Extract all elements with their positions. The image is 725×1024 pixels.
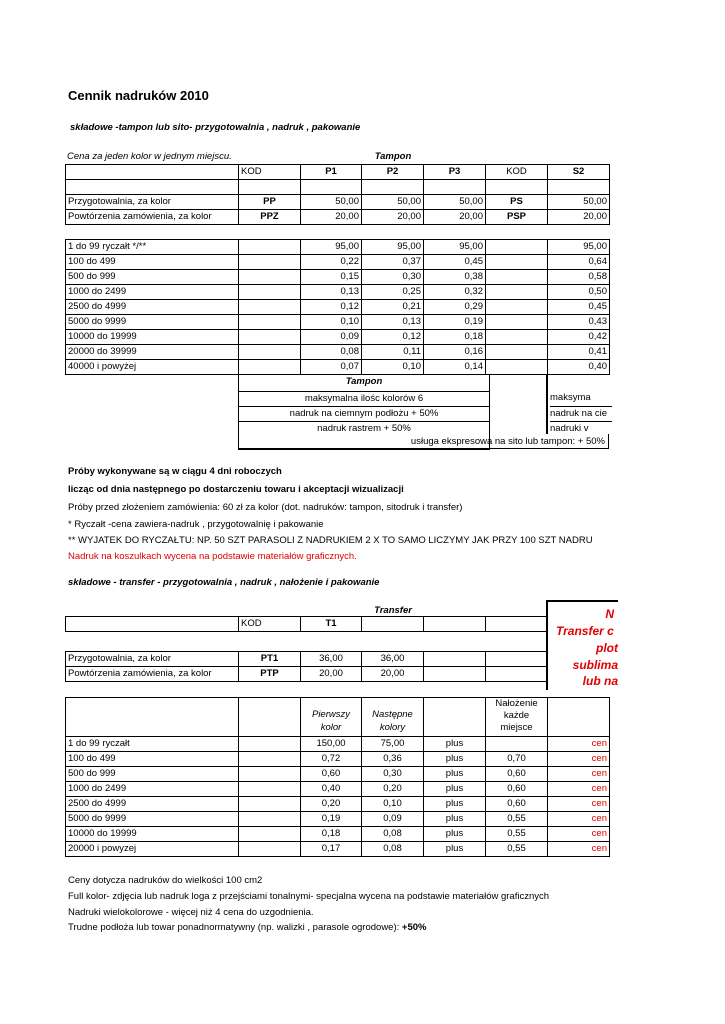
note-line: Ceny dotycza nadruków do wielkości 100 cm2 [68,875,263,886]
header-p3: P3 [424,165,486,180]
table-cell [486,360,548,375]
row-kod2: PS [486,195,548,210]
page-title: Cennik nadruków 2010 [68,88,209,103]
row-p1: 20,00 [301,210,362,225]
table-cell [486,737,548,752]
table-row [66,330,610,345]
table-cell: 0,15 [301,270,362,285]
table-cell: plus [424,842,486,857]
table-cell: 0,58 [548,270,610,285]
note-line: Nadruk na koszulkach wycena na podstawie materiałów graficznych. [68,551,357,562]
table-cell: cen [548,737,610,752]
table-cell: cen [548,797,610,812]
table-cell: 0,43 [548,315,610,330]
row-v2: 36,00 [362,652,424,667]
table-row [66,360,610,375]
row-kod2: PSP [486,210,548,225]
section1-caption: Cena za jeden kolor w jednym miejscu. [67,151,232,162]
table-cell: 0,18 [424,330,486,345]
table-cell [239,752,301,767]
row-label: Przygotowalnia, za kolor [66,195,239,210]
table-cell [486,315,548,330]
table-cell: 0,45 [548,300,610,315]
tampon-footer-line: nadruk na ciemnym podłożu + 50% [239,406,489,421]
side-box-line: N [605,607,614,621]
row-v2: 20,00 [362,667,424,682]
table-cell [239,782,301,797]
table-cell [486,345,548,360]
col-header-apply: Nałożenie każde miejsce [486,698,548,737]
table-row [66,255,610,270]
table-cell [486,255,548,270]
s2-footer-line: maksyma [550,392,591,403]
table-cell: 500 do 999 [66,270,239,285]
table-cell [239,255,301,270]
table-cell: 100 do 499 [66,255,239,270]
note-line: * Ryczałt -cena zawiera-nadruk , przygotowalnię i pakowanie [68,519,324,530]
row-p2: 20,00 [362,210,424,225]
table-row [66,345,610,360]
header-s2: S2 [548,165,610,180]
table-cell: 0,42 [548,330,610,345]
table-cell: 0,13 [301,285,362,300]
table-cell: 0,12 [301,300,362,315]
row-p2: 50,00 [362,195,424,210]
table-cell: 0,16 [424,345,486,360]
table-cell: 0,13 [362,315,424,330]
table-row [66,270,610,285]
table-cell: plus [424,812,486,827]
table-row [66,652,548,667]
table-cell: 0,11 [362,345,424,360]
table-cell: cen [548,767,610,782]
row-kod: PPZ [239,210,301,225]
table-row [66,812,610,827]
table-row [66,180,610,195]
table-cell: 1000 do 2499 [66,782,239,797]
table-cell: 10000 do 19999 [66,827,239,842]
table-cell: 95,00 [301,240,362,255]
table-cell: cen [548,752,610,767]
table-cell [239,842,301,857]
note-line: Próby przed złożeniem zamówienia: 60 zł za kolor (dot. nadruków: tampon, sitodruk i transfer) [68,502,463,513]
table-cell: plus [424,827,486,842]
table-cell: 0,55 [486,812,548,827]
table-cell [239,285,301,300]
table-cell: 40000 i powyżej [66,360,239,375]
table-cell: cen [548,827,610,842]
table-row [66,210,610,225]
table-cell: 0,60 [486,782,548,797]
table-cell: 0,38 [424,270,486,285]
table-cell [239,300,301,315]
table-cell: 95,00 [424,240,486,255]
table-cell: cen [548,782,610,797]
table-cell: 0,50 [548,285,610,300]
row-v1: 36,00 [301,652,362,667]
table-cell: 0,10 [301,315,362,330]
section2-subtitle: składowe - transfer - przygotowalnia , nadruk , nałożenie i pakowanie [68,577,380,588]
table-cell: 0,60 [486,797,548,812]
table-cell: 0,19 [301,812,362,827]
express-note: usługa ekspresowa na sito lub tampon: + 50% [238,434,609,449]
table-cell: 100 do 499 [66,752,239,767]
table-cell: 0,40 [301,782,362,797]
table-row [66,667,548,682]
table-cell [239,737,301,752]
table-cell [239,240,301,255]
row-kod: PTP [239,667,301,682]
table-cell: 0,18 [301,827,362,842]
table-row [66,782,610,797]
table-cell [486,240,548,255]
row-kod: PP [239,195,301,210]
table-cell: 0,21 [362,300,424,315]
table-cell: 0,10 [362,360,424,375]
table-cell: 0,07 [301,360,362,375]
table-row [66,698,610,737]
table-cell: 0,08 [362,827,424,842]
tampon-footer-line: nadruk rastrem + 50% [239,421,489,436]
row-s2: 50,00 [548,195,610,210]
table-cell: plus [424,782,486,797]
table-cell: 0,40 [548,360,610,375]
row-v1: 20,00 [301,667,362,682]
table-cell: 0,25 [362,285,424,300]
section1-subtitle: składowe -tampon lub sito- przygotowalnia , nadruk , pakowanie [70,122,361,133]
table-cell: 0,60 [486,767,548,782]
table-cell: cen [548,812,610,827]
section2-price-table [65,697,610,857]
table-cell: 20000 i powyzej [66,842,239,857]
table-cell: 0,72 [301,752,362,767]
table-row [66,300,610,315]
table-cell [486,270,548,285]
table-cell: 0,17 [301,842,362,857]
table-cell: 500 do 999 [66,767,239,782]
section1-price-table [65,239,610,375]
table-cell: 0,64 [548,255,610,270]
section2-group-label: Transfer [374,605,412,616]
table-cell: 0,30 [362,767,424,782]
note-line: licząc od dnia następnego po dostarczeniu towaru i akceptacji wizualizacji [68,484,404,495]
table-cell [239,315,301,330]
table-row [66,240,610,255]
tampon-footer-label: Tampon [345,376,383,387]
col-header-first: Pierwszy kolor [301,698,362,737]
section1-group-label: Tampon [374,151,412,162]
section1-table-area [65,164,611,454]
header-kod: KOD [239,165,301,180]
table-cell [239,827,301,842]
side-box-line: lub na [582,674,618,688]
table-cell: 0,08 [362,842,424,857]
header-t1: T1 [301,617,362,632]
table-cell [239,360,301,375]
header-p1: P1 [301,165,362,180]
table-cell: 0,36 [362,752,424,767]
table-cell: 0,09 [362,812,424,827]
table-cell: plus [424,752,486,767]
table-cell [239,767,301,782]
table-cell [239,270,301,285]
table-cell: 0,41 [548,345,610,360]
table-cell: 1 do 99 ryczałt */** [66,240,239,255]
table-cell: 0,55 [486,827,548,842]
table-cell: 0,45 [424,255,486,270]
table-row [66,842,610,857]
table-cell: plus [424,737,486,752]
table-cell: 5000 do 9999 [66,812,239,827]
header-p2: P2 [362,165,424,180]
table-cell [486,300,548,315]
tampon-footer-line: maksymalna ilośc kolorów 6 [239,391,489,406]
side-box-line: plot [596,641,618,655]
table-cell: 0,55 [486,842,548,857]
s2-footer-line: nadruk na cie [550,406,612,421]
note-line: Trudne podłoża lub towar ponadnormatywny (np. walizki , parasole ogrodowe): +50% [68,922,427,933]
transfer-side-box [546,600,618,690]
header-kod2: KOD [486,165,548,180]
table-cell: 0,20 [362,782,424,797]
section1-header-table [65,164,610,195]
table-cell: 0,32 [424,285,486,300]
table-cell: 1000 do 2499 [66,285,239,300]
side-box-line: sublima [572,658,618,672]
table-cell: 10000 do 19999 [66,330,239,345]
table-row [66,617,548,632]
table-cell [66,165,239,180]
table-cell [239,345,301,360]
table-cell [486,330,548,345]
note-line: ** WYJATEK DO RYCZAŁTU: NP. 50 SZT PARASOLI Z NADRUKIEM 2 X TO SAMO LICZYMY JAK PRZY 100 SZT NADRU [68,535,593,546]
row-p1: 50,00 [301,195,362,210]
table-row [66,737,610,752]
table-cell: 0,22 [301,255,362,270]
row-p3: 50,00 [424,195,486,210]
section2-header-table [65,616,548,632]
table-cell: 1 do 99 ryczałt [66,737,239,752]
table-cell: 0,29 [424,300,486,315]
table-cell: 0,37 [362,255,424,270]
note-line: Próby wykonywane są w ciągu 4 dni roboczych [68,466,282,477]
table-row [66,165,610,180]
table-cell: 75,00 [362,737,424,752]
table-cell: 2500 do 4999 [66,797,239,812]
table-cell: 95,00 [362,240,424,255]
table-row [66,752,610,767]
table-row [66,767,610,782]
table-cell: cen [548,842,610,857]
table-row [66,195,610,210]
section2-setup-table [65,651,548,682]
table-row [66,315,610,330]
s2-footer-box [547,375,610,434]
table-cell: 0,60 [301,767,362,782]
table-cell [239,797,301,812]
table-cell: 20000 do 39999 [66,345,239,360]
divider [485,375,547,434]
table-cell: 150,00 [301,737,362,752]
table-cell: plus [424,767,486,782]
row-kod: PT1 [239,652,301,667]
row-p3: 20,00 [424,210,486,225]
table-row [66,285,610,300]
table-cell: 0,10 [362,797,424,812]
table-cell: 0,09 [301,330,362,345]
header-kod: KOD [239,617,301,632]
table-cell [486,285,548,300]
table-cell: 0,12 [362,330,424,345]
note-line: Nadruki wielokolorowe - więcej niż 4 cena do uzgodnienia. [68,907,314,918]
table-cell [239,812,301,827]
table-cell: 0,70 [486,752,548,767]
note-line: Full kolor- zdjęcia lub nadruk loga z przejściami tonalnymi- specjalna wycena na podstawie materiałów graficznych [68,891,550,902]
table-cell: 0,30 [362,270,424,285]
section2-table-area [65,600,618,862]
table-cell: 0,08 [301,345,362,360]
table-cell: 5000 do 9999 [66,315,239,330]
table-cell: 0,14 [424,360,486,375]
table-cell: 2500 do 4999 [66,300,239,315]
table-cell: 0,20 [301,797,362,812]
row-label: Powtórzenia zamówienia, za kolor [66,667,239,682]
section1-setup-table [65,194,610,225]
row-label: Powtórzenia zamówienia, za kolor [66,210,239,225]
table-cell: 0,19 [424,315,486,330]
table-row [66,797,610,812]
table-cell [239,330,301,345]
s2-footer-line: nadruki v [550,421,612,436]
table-cell: 95,00 [548,240,610,255]
table-cell: plus [424,797,486,812]
side-box-line: Transfer c [556,624,614,638]
row-s2: 20,00 [548,210,610,225]
row-label: Przygotowalnia, za kolor [66,652,239,667]
col-header-next: Następne kolory [362,698,424,737]
table-row [66,827,610,842]
